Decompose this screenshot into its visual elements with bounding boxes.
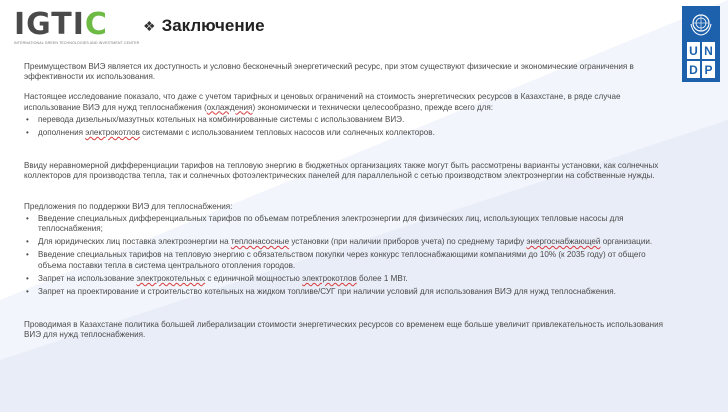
spellcheck-word: энергоснабжающей (526, 237, 601, 247)
bullet-dot-icon: • (26, 128, 29, 138)
logo-wordmark: IGTIC (14, 7, 108, 42)
bullet-dot-icon: • (26, 273, 29, 283)
bullet-dot-icon: • (26, 287, 29, 297)
undp-letters (687, 42, 715, 78)
undp-letter: P (702, 61, 715, 78)
list-item: • Введение специальных тарифов на тепловую энергию с обязательством покупки через конкурс теплоснабжающими компаниями до 10% (к 2035 году) от общего объема поставки тепла в система центрального отопления городов. (26, 250, 646, 270)
diamond-bullet-icon: ❖ (143, 18, 156, 34)
list-item: • Для юридических лиц поставка электроэнергии на теплонасосные установки (при наличии приборов учета) по среднему тарифу энергоснабжающей организации. (26, 237, 653, 247)
undp-logo (682, 6, 720, 82)
logo-subtitle: INTERNATIONAL GREEN TECHNOLOGIES AND INVESTMENT CENTER (14, 41, 140, 45)
undp-letter: D (687, 61, 700, 78)
page-title: Заключение (161, 16, 265, 35)
paragraph-proposals-heading: Предложения по поддержки ВИЭ для теплоснабжения: (24, 201, 233, 211)
bullet-dot-icon: • (26, 114, 29, 124)
title-group (143, 14, 265, 38)
un-emblem-icon (687, 10, 715, 38)
bullet-dot-icon: • (26, 237, 29, 247)
list-use-cases (24, 115, 676, 138)
igtic-logo (14, 7, 140, 50)
list-item: • Запрет на использование электрокотельных с единичной мощностью электрокотлов более 1 МВт. (26, 273, 408, 283)
paragraph-tariffs: Ввиду неравномерной дифференциации тарифов на тепловую энергию в бюджетных организациях также могут быть рассмотрены варианты установки, как солнечных коллекторов для производства тепла, так и солнечных фотоэлектрических панелей для параллельной с сетью производством электроэнергии на собственные нужды. (24, 161, 659, 181)
spellcheck-word: электрокотлов (302, 273, 357, 283)
list-item: • перевода дизельных/мазутных котельных на комбинированные системы с использованием ВИЭ. (26, 114, 405, 124)
spellcheck-word: охлаждения (206, 102, 253, 112)
paragraph-intro: Преимуществом ВИЭ является их доступность и условно бесконечный энергетический ресурс, при этом существуют физические и экономические ограничения в эффективности их использования. (24, 62, 634, 82)
paragraph-study: Настоящее исследование показало, что даже с учетом тарифных и ценовых ограничений на стоимость энергетических ресурсов в Казахстане, в ряде случае использование ВИЭ для нужд теплоснабжения (охлаждения) экономически и технически целесообразно, прежде всего для: (24, 92, 621, 112)
paragraph-conclusion: Проводимая в Казахстане политика большей либерализации стоимости энергетических ресурсов со временем еще больше увеличит привлекательность использования ВИЭ для нужд теплоснабжения. (24, 320, 664, 340)
undp-letter: U (687, 42, 700, 59)
list-item: • дополнения электрокотлов системами с использованием тепловых насосов или солнечных коллекторов. (26, 128, 435, 138)
slide-content (24, 62, 676, 341)
list-item: • Запрет на проектирование и строительство котельных на жидком топливе/СУГ при наличии условий для использования ВИЭ для нужд теплоснабжения. (26, 287, 616, 297)
list-item: • Введение специальных дифференциальных тарифов по объемам потребления электроэнергии для физических лиц, использующих тепловые насосы для теплоснабжения; (26, 213, 624, 234)
bullet-dot-icon: • (26, 213, 29, 223)
list-proposals (24, 214, 676, 297)
bullet-dot-icon: • (26, 250, 29, 260)
spellcheck-word: электрокотельных (136, 273, 206, 283)
undp-letter: N (702, 42, 715, 59)
spellcheck-word: электрокотлов (85, 128, 140, 138)
spellcheck-word: теплонасосные (230, 237, 290, 247)
